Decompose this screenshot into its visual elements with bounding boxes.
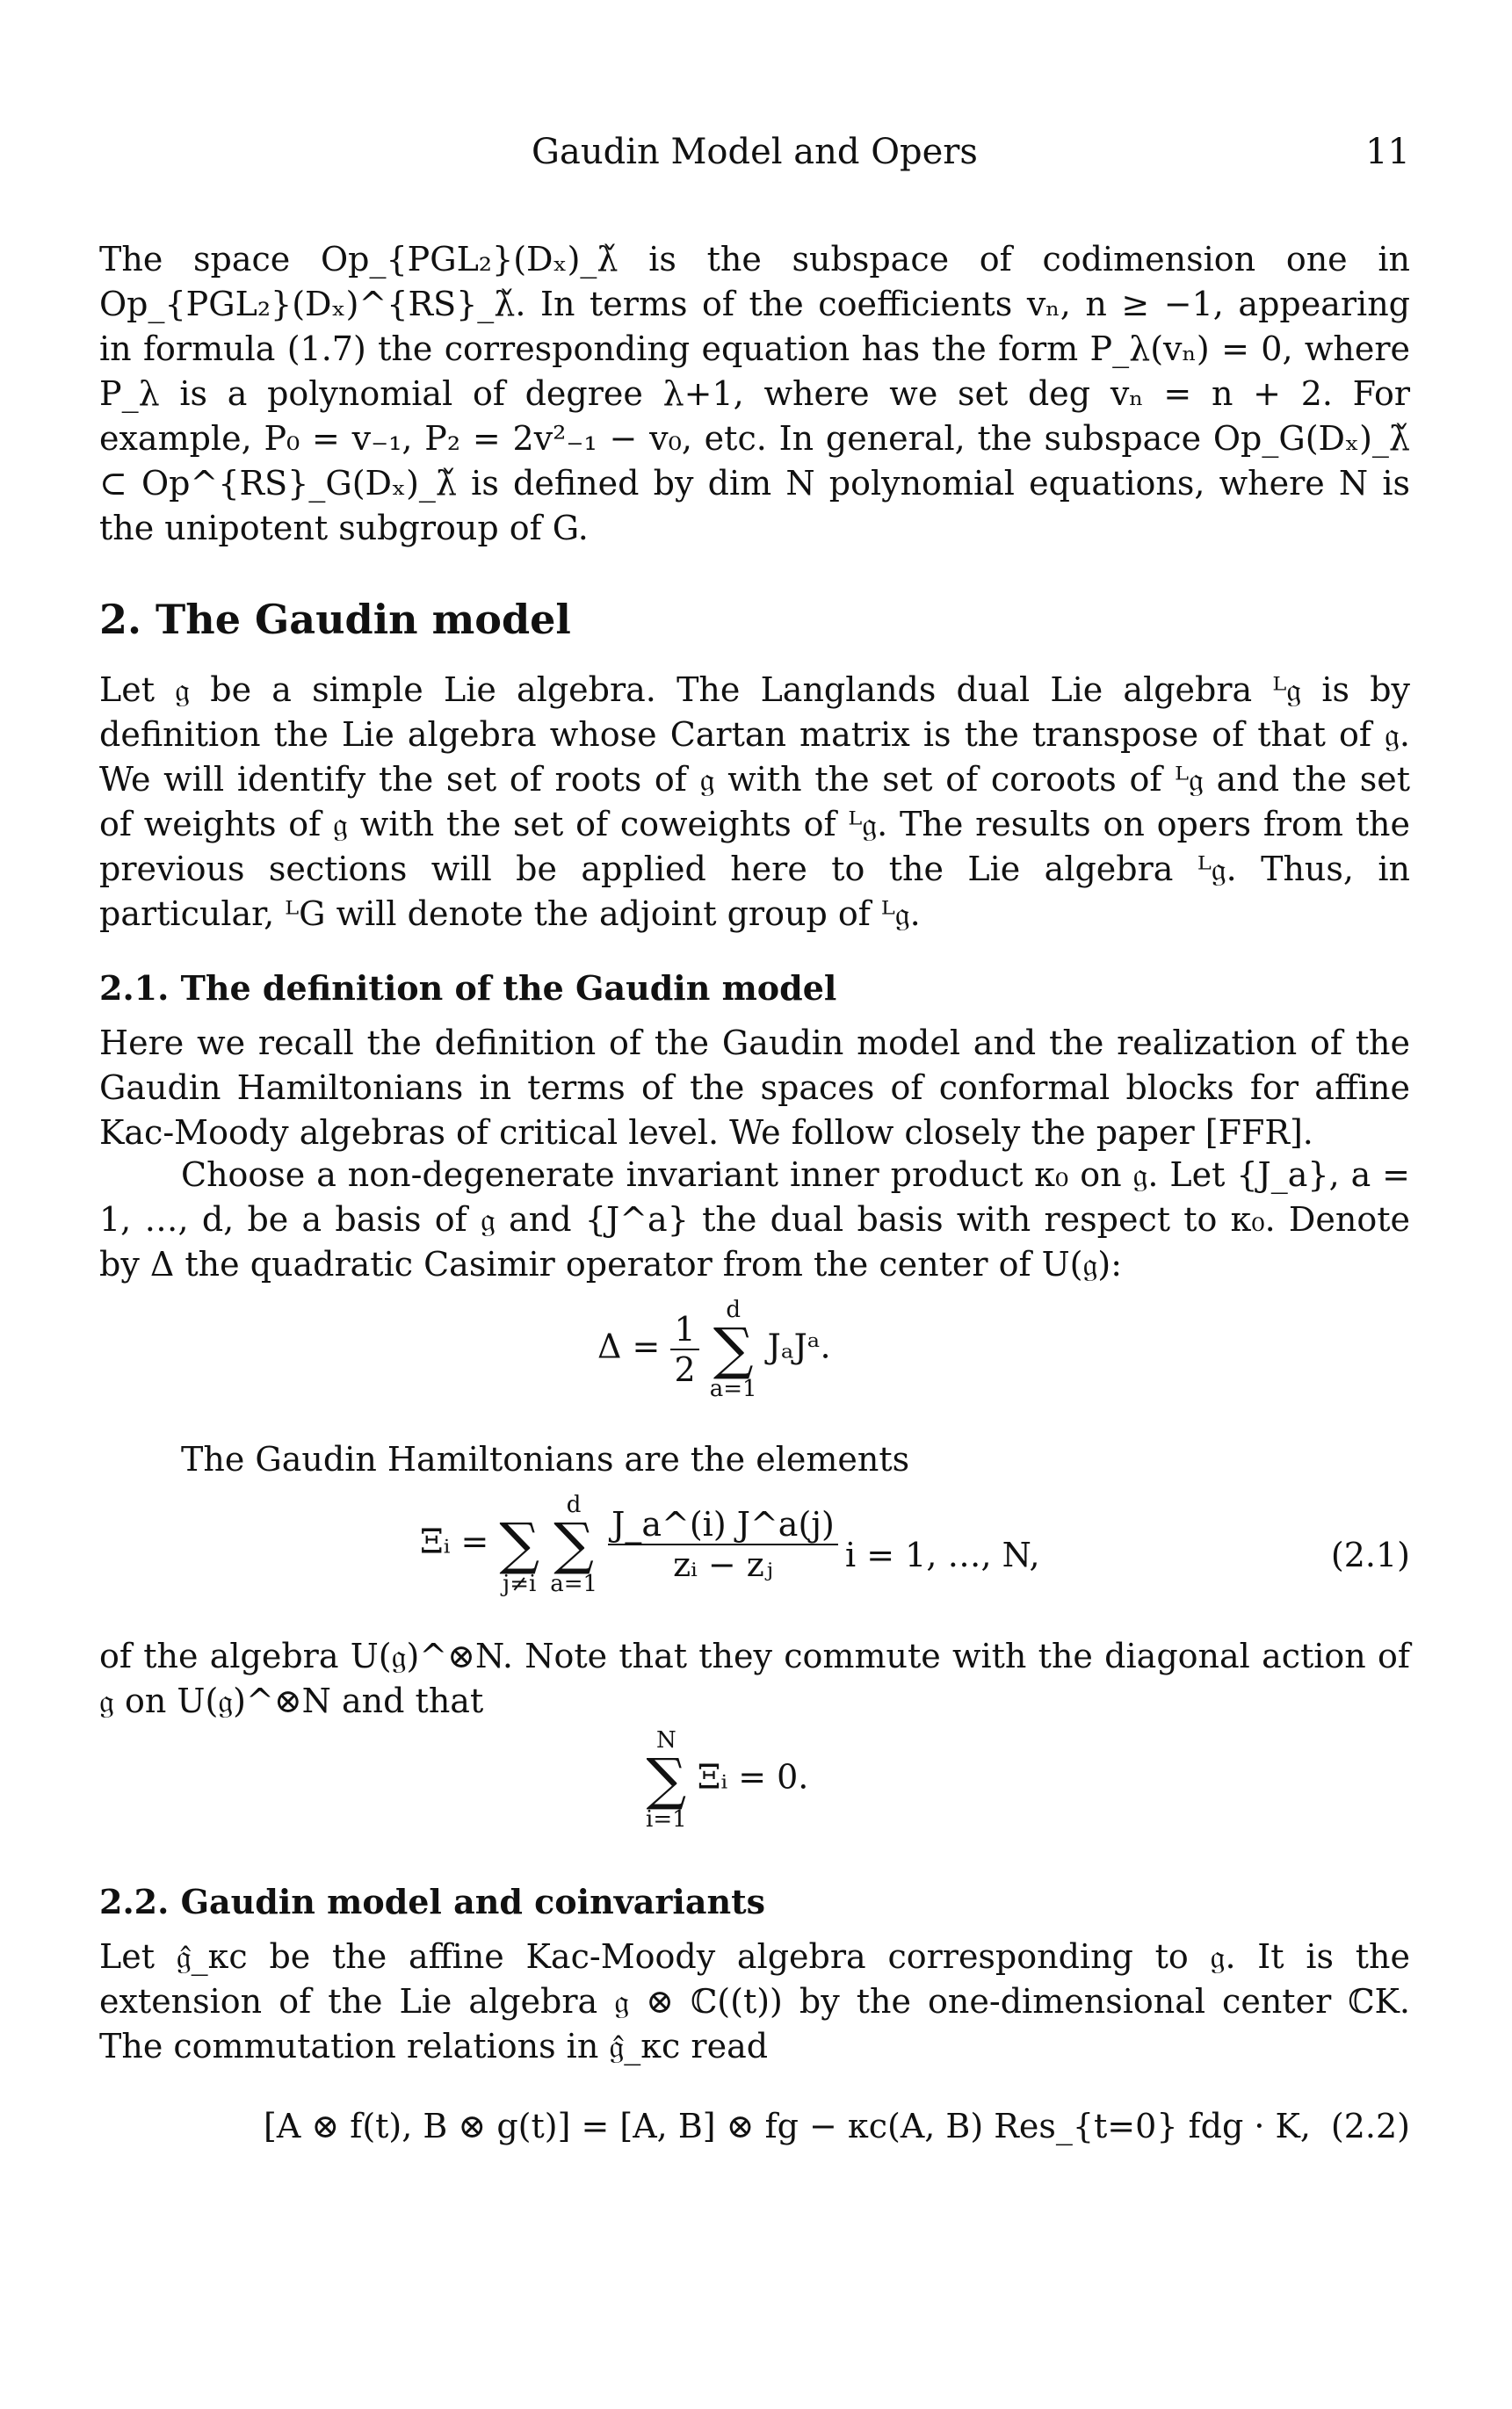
sum-zero-equation <box>646 1729 808 1831</box>
page-number: 11 <box>1365 132 1410 172</box>
casimir-term: JₐJᵃ. <box>767 1327 831 1366</box>
casimir-fraction-numerator: 1 <box>670 1310 698 1350</box>
equation-2-2: [A ⊗ f(t), B ⊗ g(t)] = [A, B] ⊗ fg − κc(A, B) Res_{t=0} fdg · K, <box>264 2107 1311 2145</box>
equation-number-2-2: (2.2) <box>1330 2107 1410 2145</box>
sum-zero-lower: i=1 <box>646 1806 687 1833</box>
intro-paragraph: The space Op_{PGL₂}(Dₓ)_λ̌ is the subspace of codimension one in Op_{PGL₂}(Dₓ)^{RS}_λ̌. In terms of the coefficients vₙ, n ≥ −1, appearing in formula (1.7) the corresponding equation has the form P_λ(vₙ) = 0, where P_λ is a polynomial of degree λ+1, where we set deg vₙ = n + 2. For example, P₀ = v₋₁, P₂ = 2v²₋₁ − v₀, etc. In general, the subspace Op_G(Dₓ)_λ̌ ⊂ Op^{RS}_G(Dₓ)_λ̌ is defined by dim N polynomial equations, where N is the unipotent subgroup of G. <box>99 240 1410 547</box>
casimir-sum <box>710 1299 757 1400</box>
casimir-fraction <box>670 1310 698 1389</box>
sum-zero-upper: N <box>655 1727 676 1754</box>
section-heading: 2. The Gaudin model <box>99 596 571 643</box>
eq21-sum-inner-lower: a=1 <box>550 1571 598 1597</box>
casimir-sum-upper: d <box>726 1297 741 1323</box>
eq21-denominator: zᵢ − zⱼ <box>673 1545 773 1584</box>
sum-zero-expression: Ξᵢ = 0. <box>697 1757 809 1797</box>
casimir-fraction-denominator: 2 <box>674 1350 696 1389</box>
sum-symbol: ∑ <box>713 1317 754 1382</box>
eq21-numerator: J_a^(i) J^a(j) <box>608 1505 838 1545</box>
equation-number-2-1: (2.1) <box>1330 1536 1410 1574</box>
eq21-sum-outer <box>499 1494 539 1595</box>
subsection22-paragraph: Let 𝔤̂_κc be the affine Kac-Moody algebra corresponding to 𝔤. It is the extension of the Lie algebra 𝔤 ⊗ ℂ((t)) by the one-dimensional center ℂK. The commutation relations in 𝔤̂_κc read <box>99 1937 1410 2065</box>
eq21-condition: i = 1, …, N, <box>845 1536 1040 1574</box>
sum-symbol: ∑ <box>553 1512 594 1577</box>
subsection-heading-2-2: 2.2. Gaudin model and coinvariants <box>99 1882 766 1921</box>
eq21-sum-inner-upper: d <box>566 1492 582 1518</box>
subsection-paragraph-2: Choose a non-degenerate invariant inner product κ₀ on 𝔤. Let {J_a}, a = 1, …, d, be a basis of 𝔤 and {J^a} the dual basis with respect to κ₀. Denote by Δ the quadratic Casimir operator from the center of U(𝔤): <box>99 1155 1410 1284</box>
sum-symbol: ∑ <box>646 1747 687 1812</box>
casimir-sum-lower: a=1 <box>709 1376 757 1402</box>
eq21-lhs: Ξᵢ = <box>420 1522 489 1561</box>
section-paragraph: Let 𝔤 be a simple Lie algebra. The Langlands dual Lie algebra ᴸ𝔤 is by definition the Lie algebra whose Cartan matrix is the transpose of that of 𝔤. We will identify the set of roots of 𝔤 with the set of coroots of ᴸ𝔤 and the set of weights of 𝔤 with the set of coweights of ᴸ𝔤. The results on opers from the previous sections will be applied here to the Lie algebra ᴸ𝔤. Thus, in particular, ᴸG will denote the adjoint group of ᴸ𝔤. <box>99 670 1410 933</box>
eq21-sum-inner <box>550 1494 597 1595</box>
casimir-lhs: Δ = <box>597 1327 661 1366</box>
header-title: Gaudin Model and Opers <box>532 132 978 172</box>
sum-zero-sum <box>646 1729 687 1831</box>
equation-2-1 <box>420 1494 838 1595</box>
sum-symbol: ∑ <box>499 1512 540 1577</box>
hamiltonians-intro: The Gaudin Hamiltonians are the elements <box>181 1440 910 1479</box>
subsection-paragraph-1: Here we recall the definition of the Gaudin model and the realization of the Gaudin Hamiltonians in terms of the spaces of conformal blocks for affine Kac-Moody algebras of critical level. We follow closely the paper [FFR]. <box>99 1024 1410 1152</box>
eq21-fraction <box>608 1505 838 1584</box>
running-header <box>99 132 1410 184</box>
after-equation-paragraph: of the algebra U(𝔤)^⊗N. Note that they commute with the diagonal action of 𝔤 on U(𝔤)^⊗N and that <box>99 1637 1410 1720</box>
casimir-equation <box>597 1299 831 1400</box>
eq21-sum-outer-lower: j≠i <box>503 1571 537 1597</box>
subsection-heading-2-1: 2.1. The definition of the Gaudin model <box>99 968 837 1008</box>
